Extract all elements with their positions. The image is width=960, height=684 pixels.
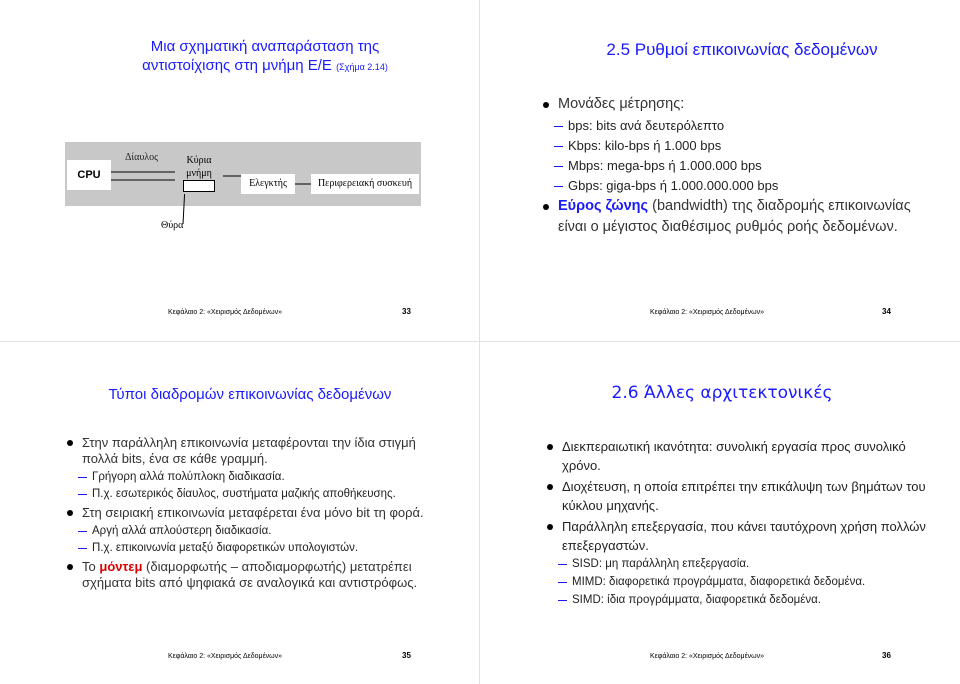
- title-line-1: Μια σχηματική αναπαράσταση της: [150, 38, 380, 55]
- slide-title: Τύποι διαδρομών επικοινωνίας δεδομένων: [108, 386, 392, 403]
- sub-bullet: bps: bits ανά δευτερόλεπτο: [542, 116, 942, 136]
- bullet-units: Μονάδες μέτρησης:: [542, 94, 942, 116]
- modem-term: μόντεμ: [99, 559, 143, 574]
- memory-slot: [183, 180, 215, 192]
- cpu-box: CPU: [67, 160, 111, 190]
- bus-label: Δίαυλος: [125, 152, 159, 163]
- sub-bullet: SISD: μη παράλληλη επεξεργασία.: [546, 555, 936, 573]
- slide-footer: Κεφάλαιο 2: «Χειρισμός Δεδομένων»: [168, 653, 283, 660]
- sub-bullet: Αργή αλλά απλούστερη διαδικασία.: [66, 524, 438, 538]
- slide-title: 2.5 Ρυθμοί επικοινωνίας δεδομένων: [606, 40, 878, 59]
- bullet-parallel-processing: Παράλληλη επεξεργασία, που κάνει ταυτόχρονη χρήση πολλών επεξεργαστών.: [546, 517, 936, 555]
- bullet-throughput: Διεκπεραιωτική ικανότητα: συνολική εργασία προς συνολικό χρόνο.: [546, 437, 936, 475]
- port-label: Θύρα: [161, 220, 184, 231]
- bullet-list: [542, 94, 942, 239]
- bullet-pipelining: Διοχέτευση, η οποία επιτρέπει την επικάλυψη των βημάτων του κύκλου μηχανής.: [546, 477, 936, 515]
- sub-bullet: Gbps: giga-bps ή 1.000.000.000 bps: [542, 176, 942, 196]
- slide-34: [482, 0, 960, 340]
- sub-bullet: Γρήγορη αλλά πολύπλοκη διαδικασία.: [66, 470, 438, 484]
- vertical-divider: [479, 0, 480, 684]
- slide-title: [100, 37, 430, 77]
- bullet-list: [546, 435, 936, 609]
- bullet-serial: Στη σειριακή επικοινωνία μεταφέρεται ένα μόνο bit τη φορά.: [66, 505, 438, 521]
- horizontal-divider: [0, 341, 960, 342]
- controller-box: Ελεγκτής: [241, 174, 295, 194]
- page-number: 33: [402, 307, 411, 316]
- page-number: 34: [882, 307, 891, 316]
- slide-footer: Κεφάλαιο 2: «Χειρισμός Δεδομένων»: [650, 309, 765, 316]
- main-memory-box: Κύρια μνήμη: [175, 150, 223, 194]
- sub-bullet: Kbps: kilo-bps ή 1.000 bps: [542, 136, 942, 156]
- sub-bullet: Mbps: mega-bps ή 1.000.000 bps: [542, 156, 942, 176]
- bullet-list: [66, 431, 438, 591]
- title-line-2: αντιστοίχισης στη μνήμη Ε/Ε (Σχήμα 2.14): [142, 57, 388, 74]
- sub-bullet: Π.χ. επικοινωνία μεταξύ διαφορετικών υπολογιστών.: [66, 541, 438, 555]
- bullet-parallel: Στην παράλληλη επικοινωνία μεταφέρονται την ίδια στιγμή πολλά bits, ένα σε κάθε γραμμή.: [66, 435, 438, 467]
- slide-36: [482, 344, 960, 684]
- figure-reference: (Σχήμα 2.14): [336, 62, 388, 72]
- sub-bullet: Π.χ. εσωτερικός δίαυλος, συστήματα μαζικής αποθήκευσης.: [66, 487, 438, 501]
- slide-33: [0, 0, 478, 340]
- slide-footer: Κεφάλαιο 2: «Χειρισμός Δεδομένων»: [650, 653, 765, 660]
- sub-bullet: SIMD: ίδια προγράμματα, διαφορετικά δεδομένα.: [546, 591, 936, 609]
- bandwidth-term: Εύρος ζώνης: [558, 197, 649, 214]
- slide-35: [0, 344, 478, 684]
- bullet-bandwidth: Εύρος ζώνης (bandwidth) της διαδρομής επικοινωνίας είναι ο μέγιστος διαθέσιμος ρυθμός ροής δεδομένων.: [542, 196, 942, 239]
- peripheral-device-box: Περιφερειακή συσκευή: [311, 174, 419, 194]
- slide-title: 2.6 Άλλες αρχιτεκτονικές: [611, 383, 833, 403]
- sub-bullet: MIMD: διαφορετικά προγράμματα, διαφορετικά δεδομένα.: [546, 573, 936, 591]
- page-number: 36: [882, 651, 891, 660]
- io-mapping-diagram: [65, 142, 425, 242]
- page-number: 35: [402, 651, 411, 660]
- bullet-modem: Το μόντεμ (διαμορφωτής – αποδιαμορφωτής) μετατρέπει σχήματα bits από ψηφιακά σε αναλογικά και αντιστρόφως.: [66, 559, 438, 591]
- slide-footer: Κεφάλαιο 2: «Χειρισμός Δεδομένων»: [168, 309, 283, 316]
